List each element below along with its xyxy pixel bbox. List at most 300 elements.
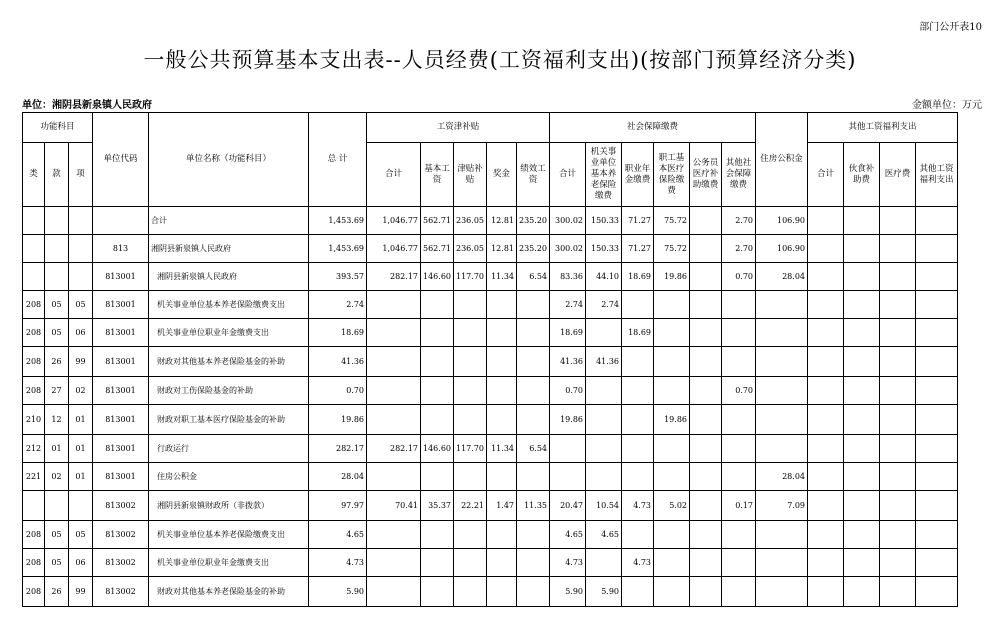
cell-civil-medical <box>690 377 722 405</box>
cell-kuan <box>45 263 69 291</box>
cell-salary-total <box>367 347 421 377</box>
cell-allowance <box>454 319 487 347</box>
cell-civil-medical <box>690 207 722 235</box>
cell-annuity: 71.27 <box>622 207 654 235</box>
cell-allowance <box>454 521 487 549</box>
cell-other-welfare <box>916 435 958 463</box>
cell-civil-medical <box>690 263 722 291</box>
cell-medical: 19.86 <box>654 263 690 291</box>
cell-social-total: 83.36 <box>550 263 586 291</box>
header-other-social: 其他社会保障缴费 <box>722 143 756 207</box>
cell-other-social <box>722 435 756 463</box>
cell-pension <box>586 549 622 577</box>
cell-housing <box>756 347 808 377</box>
cell-lei <box>23 491 45 521</box>
cell-basic-salary <box>421 549 454 577</box>
cell-other-welfare <box>916 263 958 291</box>
cell-social-total <box>550 463 586 491</box>
cell-med-fee <box>880 207 916 235</box>
cell-allowance <box>454 549 487 577</box>
cell-allowance <box>454 577 487 607</box>
cell-med-fee <box>880 463 916 491</box>
cell-annuity <box>622 577 654 607</box>
cell-unit-name: 财政对职工基本医疗保险基金的补助 <box>149 405 309 435</box>
cell-performance: 235.20 <box>517 207 550 235</box>
cell-allowance <box>454 377 487 405</box>
cell-med-fee <box>880 235 916 263</box>
table-row <box>23 405 958 435</box>
cell-unit-name: 财政对工伤保险基金的补助 <box>149 377 309 405</box>
cell-lei: 210 <box>23 405 45 435</box>
cell-med-fee <box>880 435 916 463</box>
cell-total: 41.36 <box>309 347 367 377</box>
cell-med-fee <box>880 263 916 291</box>
cell-housing <box>756 549 808 577</box>
cell-housing: 28.04 <box>756 463 808 491</box>
cell-other-welfare <box>916 405 958 435</box>
cell-housing <box>756 405 808 435</box>
header-social-group: 社会保障缴费 <box>550 113 756 143</box>
cell-other-social: 0.70 <box>722 263 756 291</box>
cell-medical <box>654 577 690 607</box>
cell-salary-total: 1,046.77 <box>367 235 421 263</box>
cell-medical <box>654 347 690 377</box>
cell-meal <box>844 377 880 405</box>
cell-unit-name: 湘阴县新泉镇人民政府 <box>149 263 309 291</box>
cell-other-social <box>722 319 756 347</box>
cell-allowance: 236.05 <box>454 235 487 263</box>
header-meal: 伙食补助费 <box>844 143 880 207</box>
table-row <box>23 577 958 607</box>
cell-other-social <box>722 577 756 607</box>
cell-medical <box>654 377 690 405</box>
cell-total: 1,453.69 <box>309 207 367 235</box>
table-row <box>23 377 958 405</box>
header-func-subject: 功能科目 <box>23 113 93 143</box>
cell-lei: 208 <box>23 577 45 607</box>
cell-housing <box>756 319 808 347</box>
cell-bonus <box>487 521 517 549</box>
cell-med-fee <box>880 347 916 377</box>
cell-kuan: 05 <box>45 319 69 347</box>
header-housing: 住房公积金 <box>756 113 808 207</box>
header-salary-group: 工资津补贴 <box>367 113 550 143</box>
cell-med-fee <box>880 319 916 347</box>
cell-medical <box>654 291 690 319</box>
cell-med-fee <box>880 577 916 607</box>
cell-xiang: 02 <box>69 377 93 405</box>
header-performance: 绩效工资 <box>517 143 550 207</box>
cell-lei <box>23 207 45 235</box>
cell-kuan <box>45 207 69 235</box>
table-row <box>23 549 958 577</box>
cell-medical: 75.72 <box>654 207 690 235</box>
cell-kuan <box>45 235 69 263</box>
cell-basic-salary: 146.60 <box>421 435 454 463</box>
cell-total: 4.65 <box>309 521 367 549</box>
cell-annuity: 18.69 <box>622 319 654 347</box>
cell-basic-salary <box>421 347 454 377</box>
cell-kuan: 01 <box>45 435 69 463</box>
header-pension: 机关事业单位基本养老保险缴费 <box>586 143 622 207</box>
table-row <box>23 291 958 319</box>
cell-housing: 28.04 <box>756 263 808 291</box>
cell-unit-code: 813001 <box>93 291 149 319</box>
cell-annuity <box>622 435 654 463</box>
cell-unit-name: 行政运行 <box>149 435 309 463</box>
cell-basic-salary: 562.71 <box>421 235 454 263</box>
cell-performance <box>517 347 550 377</box>
cell-unit-code <box>93 207 149 235</box>
cell-pension: 44.10 <box>586 263 622 291</box>
header-annuity: 职业年金缴费 <box>622 143 654 207</box>
cell-other-total <box>808 263 844 291</box>
cell-performance: 6.54 <box>517 435 550 463</box>
cell-unit-name: 机关事业单位基本养老保险缴费支出 <box>149 521 309 549</box>
cell-medical: 75.72 <box>654 235 690 263</box>
cell-salary-total <box>367 521 421 549</box>
cell-bonus <box>487 319 517 347</box>
cell-meal <box>844 347 880 377</box>
cell-bonus <box>487 377 517 405</box>
cell-bonus: 11.34 <box>487 435 517 463</box>
cell-housing: 7.09 <box>756 491 808 521</box>
cell-other-welfare <box>916 463 958 491</box>
cell-performance: 6.54 <box>517 263 550 291</box>
table-row <box>23 463 958 491</box>
cell-allowance <box>454 405 487 435</box>
cell-total: 0.70 <box>309 377 367 405</box>
budget-table <box>22 112 958 607</box>
cell-housing: 106.90 <box>756 207 808 235</box>
amount-unit: 金额单位：万元 <box>912 100 982 111</box>
cell-basic-salary <box>421 377 454 405</box>
cell-xiang: 01 <box>69 463 93 491</box>
cell-kuan <box>45 491 69 521</box>
cell-bonus <box>487 577 517 607</box>
table-row <box>23 347 958 377</box>
unit-label: 单位：湘阴县新泉镇人民政府 <box>22 100 152 111</box>
cell-housing: 106.90 <box>756 235 808 263</box>
cell-lei: 221 <box>23 463 45 491</box>
cell-unit-code: 813001 <box>93 263 149 291</box>
cell-lei <box>23 263 45 291</box>
cell-other-total <box>808 521 844 549</box>
cell-lei: 208 <box>23 291 45 319</box>
cell-other-total <box>808 207 844 235</box>
cell-social-total: 19.86 <box>550 405 586 435</box>
cell-kuan: 02 <box>45 463 69 491</box>
header-civil-medical: 公务员医疗补助缴费 <box>690 143 722 207</box>
cell-lei <box>23 235 45 263</box>
cell-annuity: 4.73 <box>622 491 654 521</box>
cell-other-social: 0.17 <box>722 491 756 521</box>
cell-allowance <box>454 463 487 491</box>
table-number: 部门公开表10 <box>919 22 982 33</box>
cell-kuan: 05 <box>45 291 69 319</box>
cell-xiang <box>69 235 93 263</box>
cell-civil-medical <box>690 291 722 319</box>
cell-basic-salary <box>421 405 454 435</box>
cell-civil-medical <box>690 235 722 263</box>
cell-med-fee <box>880 377 916 405</box>
cell-salary-total <box>367 377 421 405</box>
cell-unit-name: 财政对其他基本养老保险基金的补助 <box>149 577 309 607</box>
cell-social-total: 300.02 <box>550 207 586 235</box>
cell-unit-code: 813002 <box>93 521 149 549</box>
cell-medical <box>654 463 690 491</box>
cell-medical <box>654 319 690 347</box>
cell-annuity <box>622 347 654 377</box>
page-title: 一般公共预算基本支出表--人员经费(工资福利支出)(按部门预算经济分类) <box>143 48 857 72</box>
cell-unit-code: 813002 <box>93 491 149 521</box>
cell-bonus: 1.47 <box>487 491 517 521</box>
cell-other-welfare <box>916 235 958 263</box>
cell-pension <box>586 463 622 491</box>
cell-other-social <box>722 347 756 377</box>
cell-other-total <box>808 377 844 405</box>
header-social-total: 合计 <box>550 143 586 207</box>
cell-annuity <box>622 405 654 435</box>
cell-other-social <box>722 291 756 319</box>
cell-social-total: 2.74 <box>550 291 586 319</box>
table-row <box>23 319 958 347</box>
cell-other-social <box>722 521 756 549</box>
cell-meal <box>844 435 880 463</box>
cell-annuity <box>622 291 654 319</box>
cell-xiang: 06 <box>69 319 93 347</box>
cell-performance <box>517 405 550 435</box>
table-row <box>23 521 958 549</box>
cell-xiang: 99 <box>69 577 93 607</box>
cell-basic-salary <box>421 291 454 319</box>
cell-other-total <box>808 235 844 263</box>
cell-annuity <box>622 463 654 491</box>
cell-total: 19.86 <box>309 405 367 435</box>
cell-medical <box>654 521 690 549</box>
header-allowance: 津贴补贴 <box>454 143 487 207</box>
cell-housing <box>756 435 808 463</box>
cell-civil-medical <box>690 405 722 435</box>
cell-pension: 150.33 <box>586 235 622 263</box>
cell-housing <box>756 291 808 319</box>
cell-other-social <box>722 463 756 491</box>
cell-unit-code: 813002 <box>93 577 149 607</box>
cell-xiang: 01 <box>69 435 93 463</box>
cell-unit-name: 湘阴县新泉镇财政所（非拨款） <box>149 491 309 521</box>
cell-xiang <box>69 207 93 235</box>
cell-xiang: 06 <box>69 549 93 577</box>
cell-annuity: 71.27 <box>622 235 654 263</box>
cell-total: 97.97 <box>309 491 367 521</box>
header-other-group: 其他工资福利支出 <box>808 113 958 143</box>
cell-pension <box>586 377 622 405</box>
cell-annuity <box>622 521 654 549</box>
header-med-fee: 医疗费 <box>880 143 916 207</box>
header-medical: 职工基本医疗保险缴费 <box>654 143 690 207</box>
cell-med-fee <box>880 405 916 435</box>
cell-kuan: 26 <box>45 347 69 377</box>
cell-pension: 10.54 <box>586 491 622 521</box>
cell-social-total: 4.65 <box>550 521 586 549</box>
cell-other-welfare <box>916 577 958 607</box>
cell-other-welfare <box>916 319 958 347</box>
header-total: 总 计 <box>309 113 367 207</box>
header-basic-salary: 基本工资 <box>421 143 454 207</box>
header-other-total: 合计 <box>808 143 844 207</box>
cell-other-total <box>808 405 844 435</box>
cell-lei: 208 <box>23 549 45 577</box>
cell-meal <box>844 263 880 291</box>
cell-pension <box>586 405 622 435</box>
cell-other-social <box>722 405 756 435</box>
cell-med-fee <box>880 491 916 521</box>
cell-other-total <box>808 347 844 377</box>
cell-lei: 208 <box>23 521 45 549</box>
cell-civil-medical <box>690 491 722 521</box>
cell-bonus <box>487 549 517 577</box>
cell-meal <box>844 521 880 549</box>
cell-kuan: 12 <box>45 405 69 435</box>
cell-other-social: 2.70 <box>722 207 756 235</box>
cell-unit-name: 湘阴县新泉镇人民政府 <box>149 235 309 263</box>
cell-social-total: 18.69 <box>550 319 586 347</box>
cell-other-social: 2.70 <box>722 235 756 263</box>
cell-pension: 150.33 <box>586 207 622 235</box>
cell-lei: 208 <box>23 377 45 405</box>
cell-unit-code: 813001 <box>93 377 149 405</box>
cell-kuan: 26 <box>45 577 69 607</box>
cell-meal <box>844 291 880 319</box>
cell-allowance <box>454 291 487 319</box>
cell-meal <box>844 235 880 263</box>
cell-civil-medical <box>690 521 722 549</box>
cell-performance <box>517 549 550 577</box>
cell-med-fee <box>880 291 916 319</box>
cell-annuity: 18.69 <box>622 263 654 291</box>
cell-medical <box>654 549 690 577</box>
cell-salary-total <box>367 577 421 607</box>
cell-total: 282.17 <box>309 435 367 463</box>
cell-meal <box>844 207 880 235</box>
cell-lei: 212 <box>23 435 45 463</box>
cell-civil-medical <box>690 549 722 577</box>
cell-xiang <box>69 263 93 291</box>
cell-other-social <box>722 549 756 577</box>
cell-unit-code: 813001 <box>93 319 149 347</box>
cell-civil-medical <box>690 463 722 491</box>
cell-lei: 208 <box>23 319 45 347</box>
cell-basic-salary <box>421 319 454 347</box>
cell-meal <box>844 463 880 491</box>
cell-unit-name: 机关事业单位职业年金缴费支出 <box>149 549 309 577</box>
cell-social-total: 41.36 <box>550 347 586 377</box>
cell-unit-code: 813 <box>93 235 149 263</box>
cell-other-total <box>808 319 844 347</box>
cell-total: 28.04 <box>309 463 367 491</box>
cell-salary-total <box>367 405 421 435</box>
cell-total: 2.74 <box>309 291 367 319</box>
cell-kuan: 05 <box>45 549 69 577</box>
cell-allowance <box>454 347 487 377</box>
cell-bonus <box>487 291 517 319</box>
cell-performance: 235.20 <box>517 235 550 263</box>
cell-other-welfare <box>916 347 958 377</box>
cell-annuity: 4.73 <box>622 549 654 577</box>
cell-other-welfare <box>916 549 958 577</box>
header-bonus: 奖金 <box>487 143 517 207</box>
cell-civil-medical <box>690 435 722 463</box>
header-kuan: 款 <box>45 143 69 207</box>
cell-xiang <box>69 491 93 521</box>
cell-social-total: 300.02 <box>550 235 586 263</box>
cell-med-fee <box>880 549 916 577</box>
cell-unit-code: 813001 <box>93 347 149 377</box>
cell-unit-code: 813001 <box>93 463 149 491</box>
table-row <box>23 235 958 263</box>
cell-other-welfare <box>916 521 958 549</box>
cell-xiang: 05 <box>69 521 93 549</box>
cell-kuan: 27 <box>45 377 69 405</box>
cell-other-welfare <box>916 207 958 235</box>
cell-unit-code: 813001 <box>93 435 149 463</box>
cell-pension: 5.90 <box>586 577 622 607</box>
header-unit-code: 单位代码 <box>93 113 149 207</box>
cell-performance <box>517 577 550 607</box>
cell-salary-total: 1,046.77 <box>367 207 421 235</box>
cell-performance: 11.35 <box>517 491 550 521</box>
cell-civil-medical <box>690 577 722 607</box>
cell-unit-name: 机关事业单位职业年金缴费支出 <box>149 319 309 347</box>
cell-performance <box>517 291 550 319</box>
cell-basic-salary <box>421 577 454 607</box>
table-row <box>23 435 958 463</box>
cell-pension: 41.36 <box>586 347 622 377</box>
cell-total: 1,453.69 <box>309 235 367 263</box>
cell-allowance: 117.70 <box>454 435 487 463</box>
cell-salary-total: 282.17 <box>367 263 421 291</box>
cell-meal <box>844 491 880 521</box>
cell-housing <box>756 377 808 405</box>
cell-total: 4.73 <box>309 549 367 577</box>
cell-bonus <box>487 463 517 491</box>
cell-housing <box>756 577 808 607</box>
cell-bonus <box>487 347 517 377</box>
cell-meal <box>844 577 880 607</box>
cell-pension <box>586 435 622 463</box>
cell-other-social: 0.70 <box>722 377 756 405</box>
cell-civil-medical <box>690 347 722 377</box>
cell-performance <box>517 463 550 491</box>
cell-salary-total <box>367 291 421 319</box>
cell-annuity <box>622 377 654 405</box>
cell-basic-salary <box>421 463 454 491</box>
cell-unit-name: 财政对其他基本养老保险基金的补助 <box>149 347 309 377</box>
cell-other-total <box>808 435 844 463</box>
cell-salary-total <box>367 319 421 347</box>
cell-other-total <box>808 577 844 607</box>
cell-social-total: 0.70 <box>550 377 586 405</box>
cell-meal <box>844 549 880 577</box>
cell-other-total <box>808 549 844 577</box>
cell-unit-name: 合计 <box>149 207 309 235</box>
cell-performance <box>517 377 550 405</box>
cell-kuan: 05 <box>45 521 69 549</box>
cell-unit-code: 813002 <box>93 549 149 577</box>
cell-social-total: 4.73 <box>550 549 586 577</box>
cell-civil-medical <box>690 319 722 347</box>
cell-pension: 2.74 <box>586 291 622 319</box>
